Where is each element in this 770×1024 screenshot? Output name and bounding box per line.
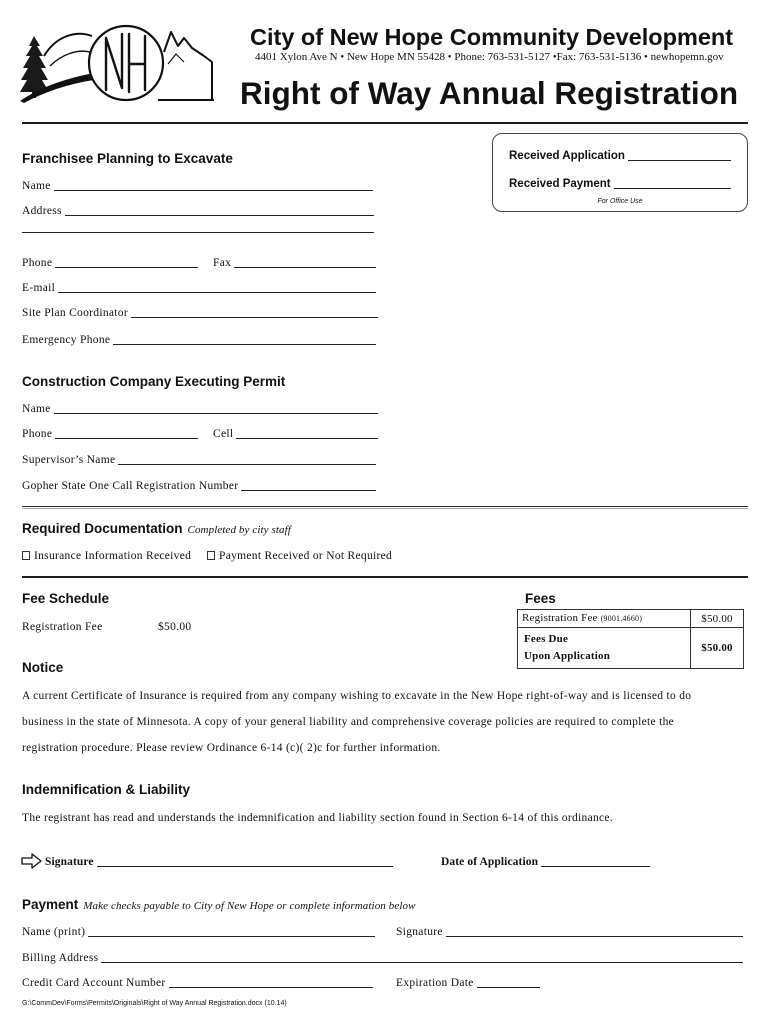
- fees-due-cell: [518, 628, 691, 669]
- franchisee-email-label: E-mail: [22, 282, 56, 294]
- gopher-state-number-row: [22, 478, 376, 494]
- expiration-date-row: [396, 975, 540, 991]
- fee-label: Registration Fee: [522, 612, 598, 624]
- received-application-field[interactable]: [628, 160, 731, 161]
- fees-due-label: Fees Due: [524, 633, 569, 645]
- payment-received-checkbox-item[interactable]: [207, 548, 392, 564]
- fees-heading: Fees: [525, 591, 556, 606]
- table-row: [518, 610, 744, 628]
- supervisor-name-field[interactable]: [118, 464, 376, 465]
- site-plan-coordinator-row: [22, 305, 378, 321]
- franchisee-name-row: [22, 178, 373, 194]
- billing-address-label: Billing Address: [22, 952, 99, 964]
- construction-name-row: [22, 401, 378, 417]
- applicant-signature-field[interactable]: [97, 866, 393, 867]
- checkbox-icon[interactable]: [207, 551, 215, 560]
- fees-table: [517, 609, 744, 669]
- received-application-row: [509, 148, 731, 164]
- construction-phone-row: [22, 426, 198, 442]
- insurance-received-label: Insurance Information Received: [34, 550, 192, 562]
- payment-note: Make checks payable to City of New Hope or complete information below: [83, 900, 416, 912]
- construction-phone-label: Phone: [22, 428, 53, 440]
- payer-name-row: [22, 924, 375, 940]
- application-date-row: [441, 854, 650, 870]
- card-number-field[interactable]: [169, 987, 373, 988]
- construction-cell-field[interactable]: [236, 438, 378, 439]
- checkbox-icon[interactable]: [22, 551, 30, 560]
- required-docs-heading: Required Documentation: [22, 521, 183, 536]
- fee-code: (9001.4660): [600, 614, 643, 623]
- billing-address-field[interactable]: [101, 962, 743, 963]
- application-date-field[interactable]: [541, 866, 650, 867]
- required-docs-note: Completed by city staff: [187, 524, 291, 536]
- required-docs-heading-row: [22, 521, 291, 538]
- supervisor-name-label: Supervisor’s Name: [22, 454, 116, 466]
- franchisee-address-field[interactable]: [65, 215, 374, 216]
- payer-signature-field[interactable]: [446, 936, 743, 937]
- construction-cell-row: [213, 426, 378, 442]
- franchisee-phone-field[interactable]: [55, 267, 198, 268]
- table-row: [518, 628, 744, 669]
- emergency-phone-row: [22, 332, 376, 348]
- emergency-phone-field[interactable]: [113, 344, 376, 345]
- office-use-box: [492, 133, 748, 212]
- franchisee-phone-label: Phone: [22, 257, 53, 269]
- card-number-row: [22, 975, 373, 991]
- franchisee-address-label: Address: [22, 205, 62, 217]
- emergency-phone-label: Emergency Phone: [22, 334, 111, 346]
- supervisor-name-row: [22, 452, 376, 468]
- expiration-date-field[interactable]: [477, 987, 540, 988]
- right-arrow-icon: [21, 853, 43, 869]
- franchisee-name-label: Name: [22, 180, 51, 192]
- fee-schedule-heading: Fee Schedule: [22, 591, 110, 606]
- fee-schedule-item-label: Registration Fee: [22, 621, 103, 633]
- footer-file-path: G:\CommDev\Forms\Permits\Originals\Right of Way Annual Registration.docx (10.14): [22, 1000, 287, 1007]
- franchisee-email-row: [22, 280, 376, 296]
- payer-signature-row: [396, 924, 743, 940]
- contact-address-line: 4401 Xylon Ave N • New Hope MN 55428 • Phone: 763-531-5127 •Fax: 763-531-5136 • newhopemn.gov: [255, 51, 724, 63]
- construction-cell-label: Cell: [213, 428, 234, 440]
- payment-heading: Payment: [22, 897, 79, 912]
- received-payment-row: [509, 176, 731, 192]
- franchisee-phone-row: [22, 255, 198, 271]
- site-plan-coordinator-field[interactable]: [131, 317, 378, 318]
- payer-name-field[interactable]: [88, 936, 375, 937]
- franchisee-fax-row: [213, 255, 376, 271]
- fee-label-cell: [518, 610, 691, 628]
- notice-line: business in the state of Minnesota. A copy of your general liability and comprehensive coverage policies are required to complete the: [22, 716, 675, 728]
- fee-amount: $50.00: [691, 610, 744, 628]
- construction-name-field[interactable]: [54, 413, 378, 414]
- franchisee-heading: Franchisee Planning to Excavate: [22, 151, 233, 166]
- nh-monogram: [89, 26, 163, 100]
- franchisee-address-row: [22, 203, 374, 219]
- payer-name-label: Name (print): [22, 926, 86, 938]
- notice-line: registration procedure. Please review Ordinance 6-14 (c)( 2)c for further information.: [22, 742, 441, 754]
- notice-line: A current Certificate of Insurance is required from any company wishing to excavate in the New Hope right-of-way and is licensed to do: [22, 690, 692, 702]
- franchisee-name-field[interactable]: [54, 190, 373, 191]
- site-plan-coordinator-label: Site Plan Coordinator: [22, 307, 128, 319]
- payer-signature-label: Signature: [396, 926, 443, 938]
- city-logo: [18, 22, 218, 106]
- header-divider: [22, 122, 748, 124]
- notice-heading: Notice: [22, 660, 64, 675]
- org-title: City of New Hope Community Development: [250, 24, 734, 50]
- received-payment-label: Received Payment: [509, 178, 611, 190]
- applicant-signature-row: [45, 854, 393, 870]
- gopher-state-number-label: Gopher State One Call Registration Number: [22, 480, 239, 492]
- franchisee-address-line2-field[interactable]: [22, 232, 374, 233]
- received-payment-field[interactable]: [614, 188, 731, 189]
- insurance-received-checkbox-item[interactable]: [22, 548, 191, 564]
- application-date-label: Date of Application: [441, 856, 539, 868]
- franchisee-address-line2-row: [22, 230, 374, 246]
- gopher-state-number-field[interactable]: [241, 490, 376, 491]
- received-application-label: Received Application: [509, 150, 625, 162]
- franchisee-fax-label: Fax: [213, 257, 232, 269]
- franchisee-email-field[interactable]: [58, 292, 376, 293]
- office-use-note: For Office Use: [597, 198, 643, 205]
- upon-application-label: Upon Application: [524, 650, 611, 662]
- billing-address-row: [22, 950, 743, 966]
- payment-heading-row: [22, 897, 416, 914]
- form-title: Right of Way Annual Registration: [240, 75, 739, 111]
- construction-phone-field[interactable]: [55, 438, 198, 439]
- construction-name-label: Name: [22, 403, 51, 415]
- indemnification-heading: Indemnification & Liability: [22, 782, 191, 797]
- section-divider: [22, 506, 748, 509]
- payment-received-label: Payment Received or Not Required: [219, 550, 393, 562]
- applicant-signature-label: Signature: [45, 856, 94, 868]
- section-divider: [22, 576, 748, 578]
- expiration-date-label: Expiration Date: [396, 977, 474, 989]
- franchisee-fax-field[interactable]: [234, 267, 376, 268]
- houses-icon: [158, 32, 214, 100]
- construction-heading: Construction Company Executing Permit: [22, 374, 286, 389]
- fees-due-amount: $50.00: [691, 628, 744, 669]
- fee-schedule-item-amount: $50.00: [158, 621, 192, 633]
- card-number-label: Credit Card Account Number: [22, 977, 166, 989]
- indemnification-statement: The registrant has read and understands the indemnification and liability section found in Section 6-14 of this ordinance.: [22, 812, 614, 824]
